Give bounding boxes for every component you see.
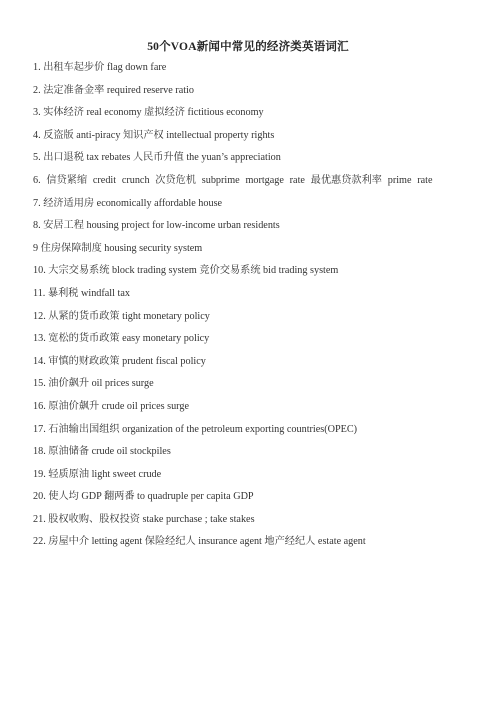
list-item: 3. 实体经济 real economy 虚拟经济 fictitious economy — [33, 107, 264, 119]
vocabulary-list — [33, 60, 465, 557]
list-item: 16. 原油价飙升 crude oil prices surge — [33, 400, 189, 412]
list-item: 11. 暴利税 windfall tax — [33, 287, 130, 299]
list-item: 15. 油价飙升 oil prices surge — [33, 378, 154, 390]
list-item: 18. 原油储备 crude oil stockpiles — [33, 446, 171, 458]
list-item: 7. 经济适用房 economically affordable house — [33, 197, 223, 209]
list-item: 13. 宽松的货币政策 easy monetary policy — [33, 333, 210, 345]
list-item: 10. 大宗交易系统 block trading system 竞价交易系统 bid trading system — [33, 265, 339, 277]
list-item: 9 住房保障制度 housing security system — [33, 242, 203, 254]
list-item: 2. 法定准备金率 required reserve ratio — [33, 84, 194, 96]
document-title: 50个VOA新闻中常见的经济类英语词汇 — [147, 41, 349, 53]
list-item: 21. 股权收购、股权投资 stake purchase ; take stakes — [33, 513, 255, 525]
list-item: 1. 出租车起步价 flag down fare — [33, 62, 167, 73]
list-item: 14. 审慎的财政政策 prudent fiscal policy — [33, 355, 206, 367]
list-item: 5. 出口退税 tax rebates 人民币升值 the yuan’s appreciation — [33, 152, 281, 164]
list-item: 19. 轻质原油 light sweet crude — [33, 468, 162, 480]
list-item: 8. 安居工程 housing project for low-income urban residents — [33, 220, 280, 232]
list-item: 12. 从紧的货币政策 tight monetary policy — [33, 310, 210, 322]
list-item: 6. 信贷紧缩 credit crunch 次贷危机 subprime mortgage rate 最优惠贷款利率 prime rate — [33, 174, 433, 186]
list-item: 17. 石油输出国组织 organization of the petroleum exporting countries(OPEC) — [33, 423, 358, 435]
list-item: 20. 使人均 GDP 翻两番 to quadruple per capita GDP — [33, 491, 254, 503]
list-item: 22. 房屋中介 letting agent 保险经纪人 insurance agent 地产经纪人 estate agent — [33, 536, 366, 548]
list-item: 4. 反盗版 anti-piracy 知识产权 intellectual property rights — [33, 129, 275, 141]
